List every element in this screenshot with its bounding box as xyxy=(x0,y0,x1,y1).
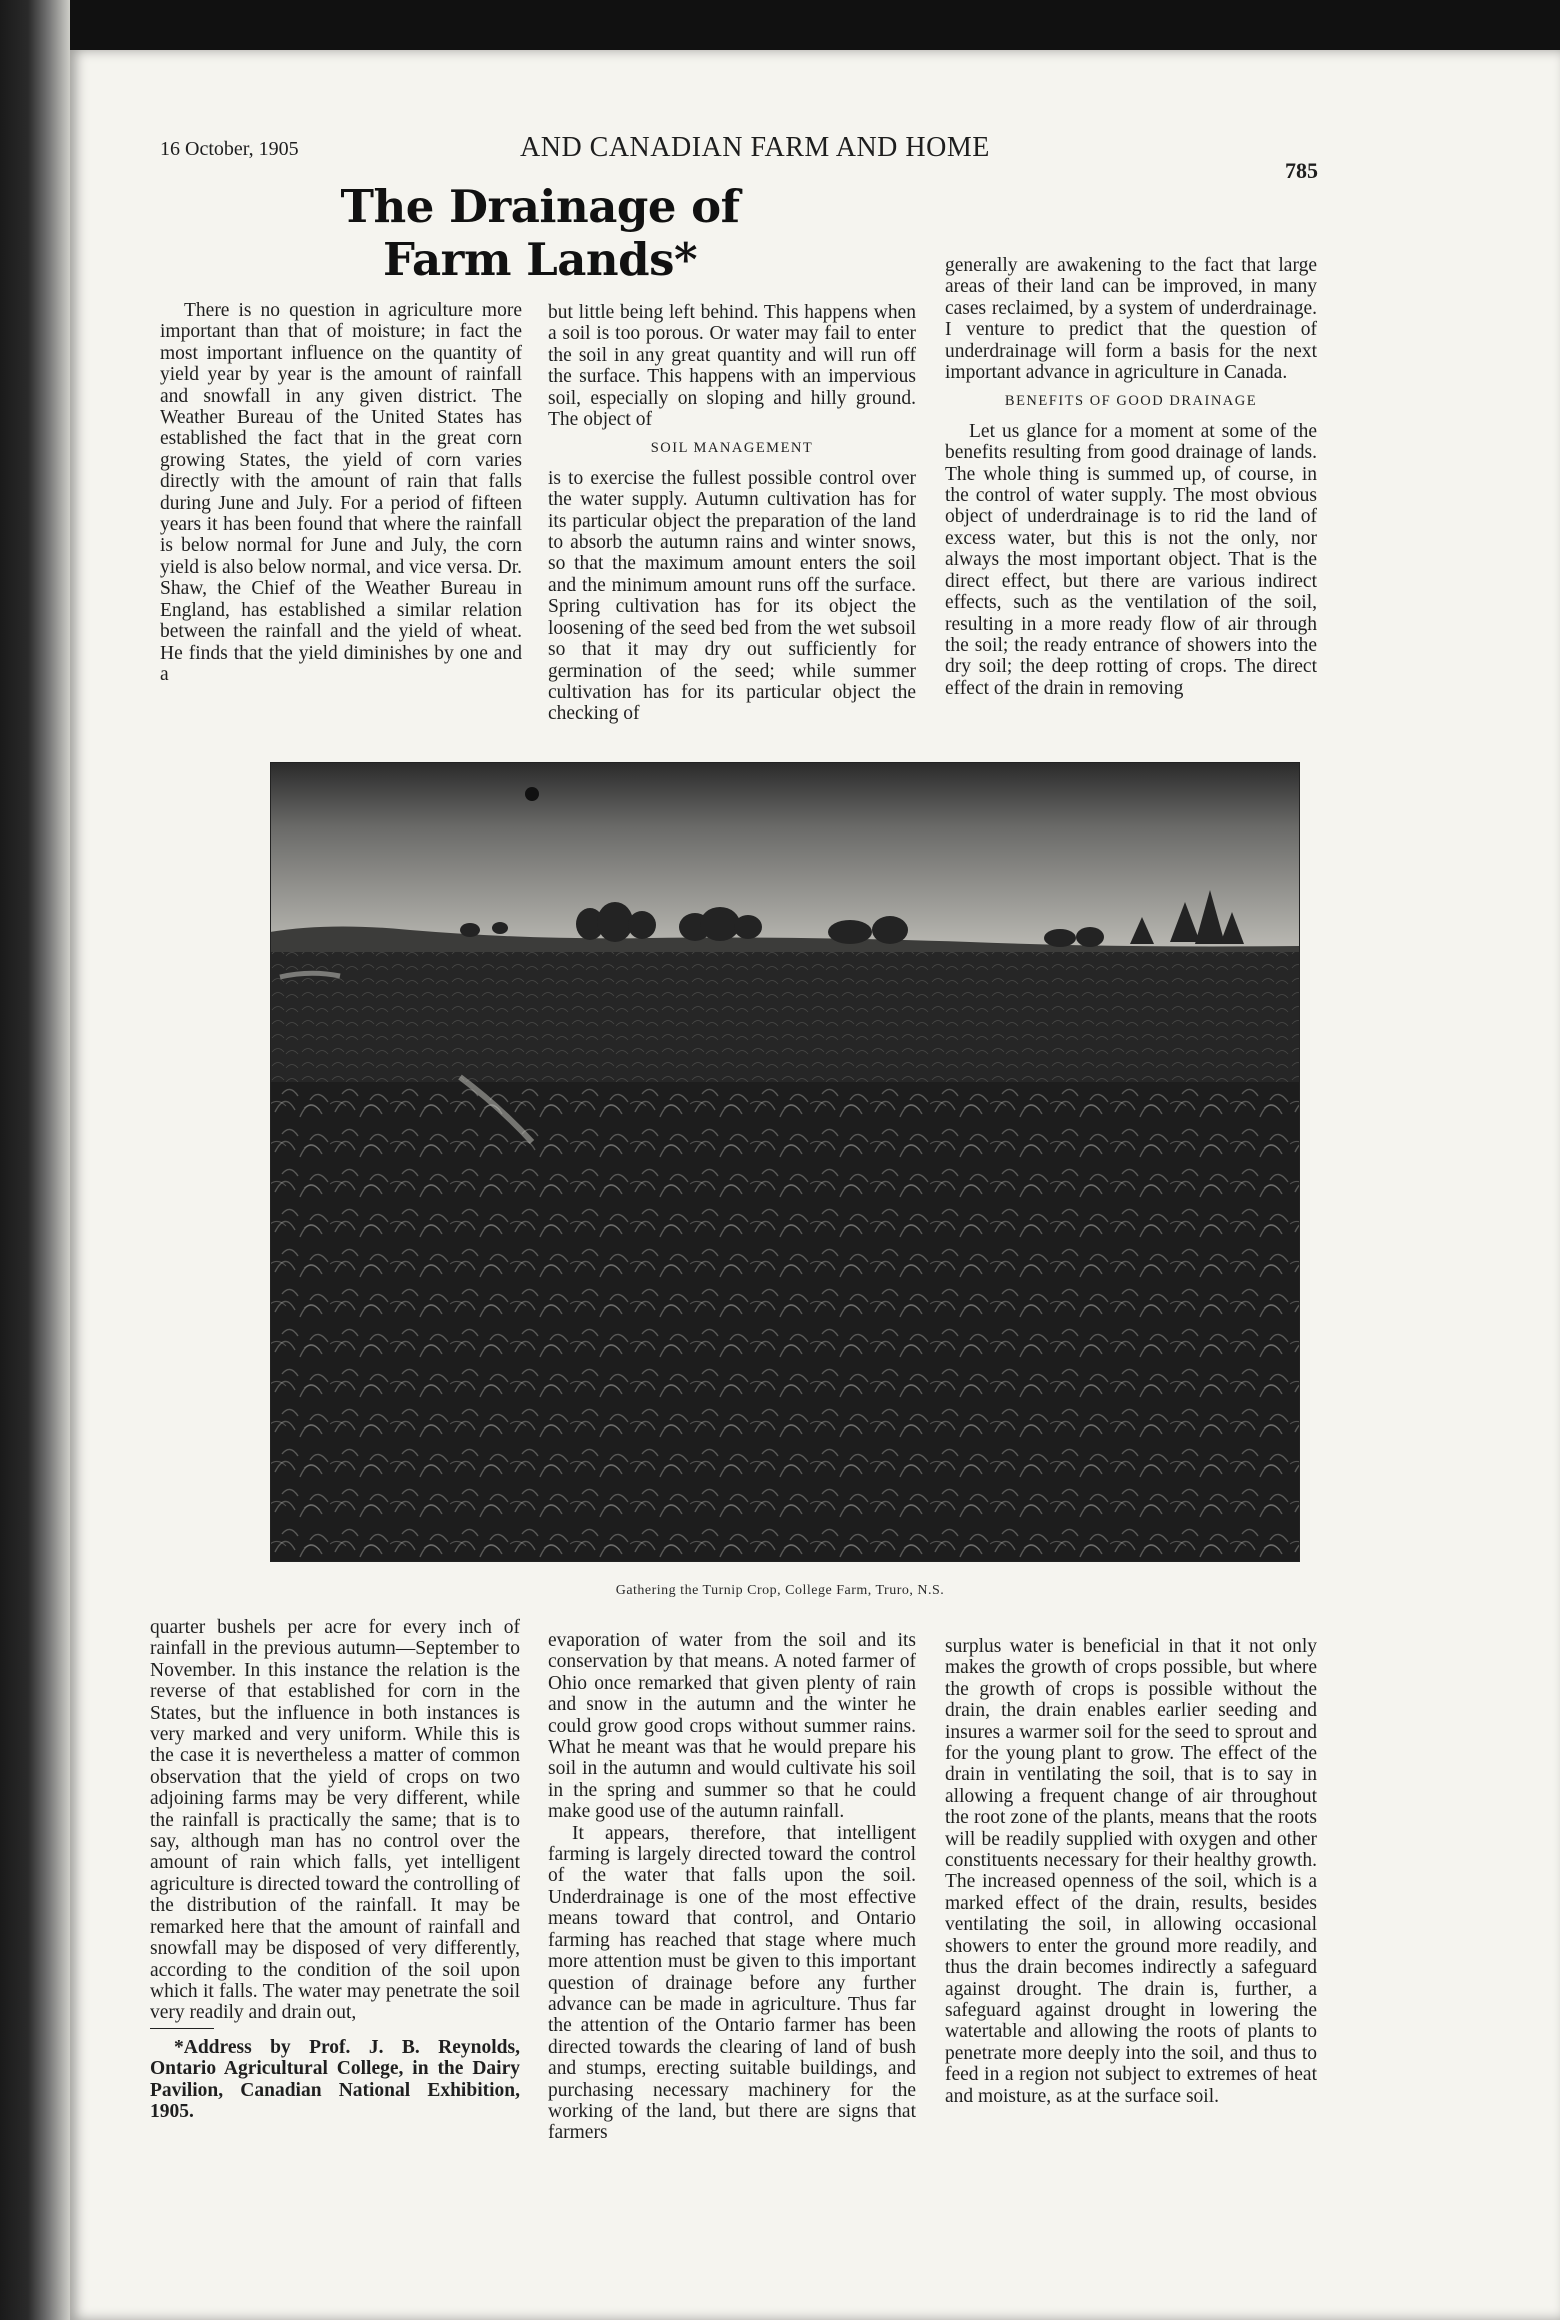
scan-binding-edge xyxy=(0,0,70,2320)
subhead-benefits-of-good-drainage: BENEFITS OF GOOD DRAINAGE xyxy=(1004,393,1258,410)
footnote: *Address by Prof. J. B. Reynolds, Ontario Agricultural College, in the Dairy Pavilion, Canadian National Exhibition, 1905. xyxy=(150,2036,520,2122)
column-3-bottom xyxy=(945,1636,1317,2107)
paragraph: Let us glance for a moment at some of the benefits resulting from good drainage of lands. The whole thing is summed up, of course, in the control of water supply. The most obvious object of underdrainage is to rid the land of excess water, but this is not the only, nor always the most important object. That is the direct effect, but there are various indirect effects, such as the ventilation of the soil, resulting in a more ready flow of air through the soil; the ready entrance of showers into the dry soil; the deep rotting of crops. The direct effect of the drain in removing xyxy=(945,420,1317,699)
issue-date: 16 October, 1905 xyxy=(160,138,299,160)
paragraph: is to exercise the fullest possible control over the water supply. Autumn cultivation has for its particular object the preparation of the land to absorb the autumn rains and winter snows, so that the maximum amount enters the soil and the minimum amount runs off the surface. Spring cultivation has for its object the loosening of the seed bed from the wet subsoil so that it may dry out sufficiently for germination of the seed; while summer cultivation has for its particular object the checking of xyxy=(548,467,916,725)
turnip-field-photo xyxy=(270,762,1300,1562)
paragraph: generally are awakening to the fact that large areas of their land can be improved, in many cases reclaimed, by a system of underdrainage. I venture to predict that the question of underdrainage will form a basis for the next important advance in agriculture in Canada. xyxy=(945,255,1317,384)
column-1-top xyxy=(160,300,522,685)
paragraph: evaporation of water from the soil and its conservation by that means. A noted farmer of Ohio once remarked that given plenty of rain and snow in the autumn and the winter he could grow good crops without summer rains. What he meant was that he would prepare his soil in the autumn and would cultivate his soil in the spring and summer so that he could make good use of the autumn rainfall. xyxy=(548,1630,916,1823)
column-3-top xyxy=(945,255,1317,699)
field-photo-graphic xyxy=(270,762,1300,1562)
footnote-divider xyxy=(150,2028,214,2029)
running-title: AND CANADIAN FARM AND HOME xyxy=(520,132,990,163)
column-2-top xyxy=(548,302,916,725)
column-1-bottom xyxy=(150,1617,520,2122)
page-number: 785 xyxy=(1285,158,1318,183)
paragraph: but little being left behind. This happens when a soil is too porous. Or water may fail to enter the soil in any great quantity and will run off the surface. This happens with an impervious soil, especially on sloping and hilly ground. The object of xyxy=(548,302,916,431)
article-title: The Drainage of Farm Lands* xyxy=(340,180,740,286)
paragraph: surplus water is beneficial in that it not only makes the growth of crops possible, but where the growth of crops is possible without the drain, the drain enables earlier seeding and insures a warmer soil for the seed to sprout and for the young plant to grow. The effect of the drain in ventilating the soil, that is to say in allowing a frequent change of air throughout the root zone of the plants, means that the roots will be readily supplied with oxygen and other constituents necessary for their healthy growth. The increased openness of the soil, which is a marked effect of the drain, results, besides ventilating the soil, in allowing occasional showers to enter the ground more readily, and thus the drain becomes indirectly a safeguard against drought. The drain is, further, a safeguard against drought in lowering the watertable and allowing the roots of plants to penetrate more deeply into the soil, and thus to feed in a region not subject to extremes of heat and moisture, as at the surface soil. xyxy=(945,1636,1317,2107)
photo-caption: Gathering the Turnip Crop, College Farm, Truro, N.S. xyxy=(615,1583,945,1598)
subhead-soil-management: SOIL MANAGEMENT xyxy=(650,440,814,457)
paragraph: It appears, therefore, that intelligent farming is largely directed toward the control of the water that falls upon the soil. Underdrainage is one of the most effective means toward that control, and Ontario farming has reached that stage where much more attention must be given to this important question of drainage before any further advance can be made in agriculture. Thus far the attention of the Ontario farmer has been directed towards the clearing of land of bush and stumps, erecting suitable buildings, and purchasing necessary machinery for the working of the land, but there are signs that farmers xyxy=(548,1822,916,2144)
paragraph: quarter bushels per acre for every inch of rainfall in the previous autumn—September to November. In this instance the relation is the reverse of that established for corn in the States, but the influence in both instances is very marked and very uniform. While this is the case it is nevertheless a matter of common observation that the yield of crops on two adjoining farms may be very different, while the rainfall is practically the same; that is to say, although man has no control over the amount of rain which falls, yet intelligent agriculture is directed toward the controlling of the distribution of the rainfall. It may be remarked here that the amount of rainfall and snowfall may be disposed of very differently, according to the condition of the soil upon which it falls. The water may penetrate the soil very readily and drain out, xyxy=(150,1617,520,2024)
paragraph: There is no question in agriculture more important than that of moisture; in fact the most important influence on the quantity of yield year by year is the amount of rainfall and snowfall in any given district. The Weather Bureau of the United States has established the fact that in the great corn growing States, the yield of corn varies directly with the amount of rain that falls during June and July. For a period of fifteen years it has been found that where the rainfall is below normal for June and July, the corn yield is also below normal, and vice versa. Dr. Shaw, the Chief of the Weather Bureau in England, has established a similar relation between the rainfall and the yield of wheat. He finds that the yield diminishes by one and a xyxy=(160,300,522,685)
column-2-bottom xyxy=(548,1630,916,2144)
